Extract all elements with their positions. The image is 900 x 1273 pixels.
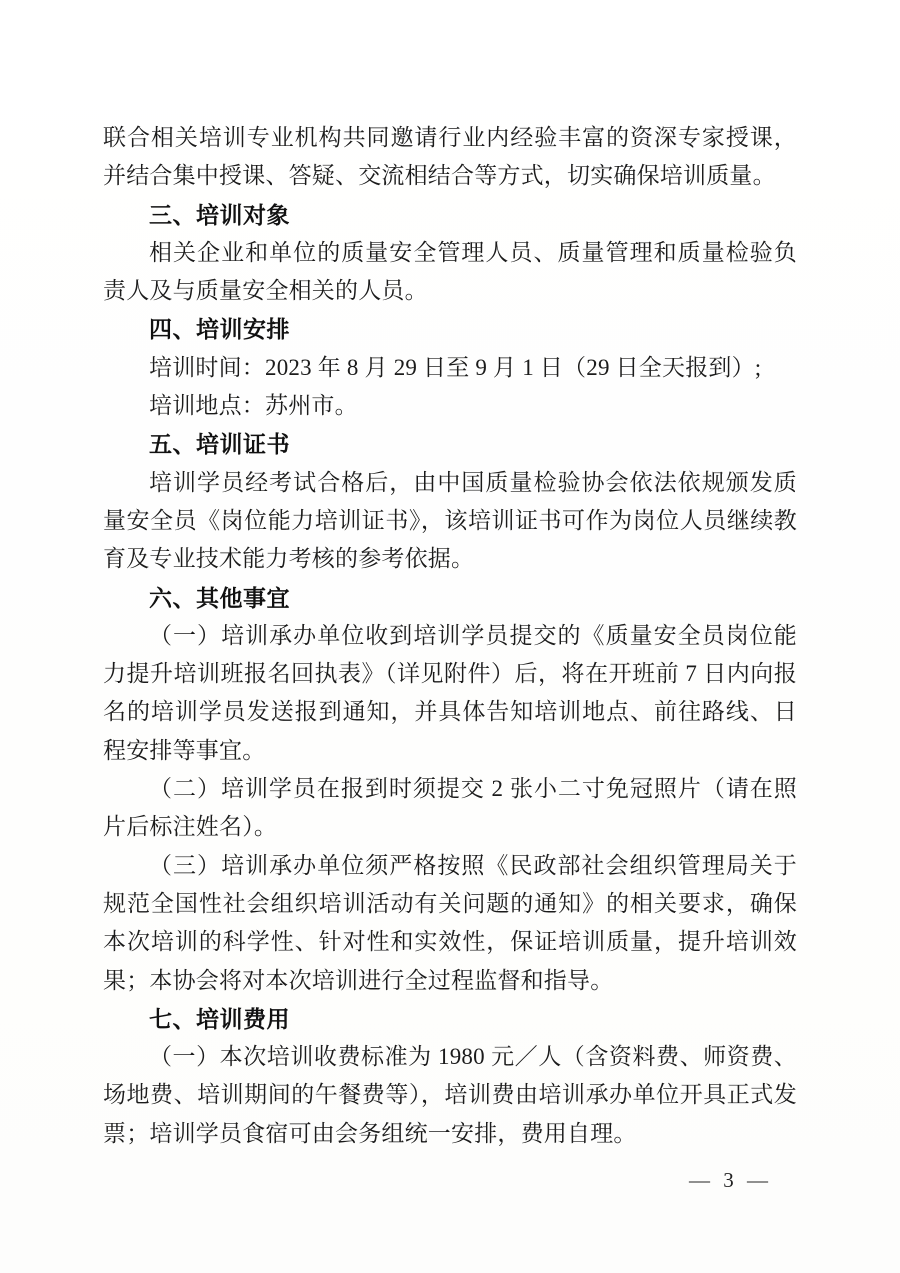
paragraph-item-1: （一）培训承办单位收到培训学员提交的《质量安全员岗位能力提升培训班报名回执表》（详见附件）后，将在开班前 7 日内向报名的培训学员发送报到通知，并具体告知培训地点、前往路线、日程安排等事宜。: [103, 622, 797, 763]
section-heading-training-target: 三、培训对象: [149, 201, 290, 228]
paragraph: 培训学员经考试合格后，由中国质量检验协会依法依规颁发质量安全员《岗位能力培训证书》，该培训证书可作为岗位人员继续教育及专业技术能力考核的参考依据。: [103, 469, 797, 572]
paragraph-fee-item-1: （一）本次培训收费标准为 1980 元／人（含资料费、师资费、场地费、培训期间的午餐费等），培训费由培训承办单位开具正式发票；培训学员食宿可由会务组统一安排，费用自理。: [103, 1044, 797, 1146]
paragraph-continuation: 联合相关培训专业机构共同邀请行业内经验丰富的资深专家授课，并结合集中授课、答疑、交流相结合等方式，切实确保培训质量。: [103, 125, 797, 189]
section-heading-training-fee: 七、培训费用: [149, 1005, 290, 1032]
section-heading-training-schedule: 四、培训安排: [149, 316, 290, 343]
paragraph-training-location: 培训地点：苏州市。: [149, 393, 358, 419]
document-body: [103, 119, 797, 1153]
paragraph-item-3: （三）培训承办单位须严格按照《民政部社会组织管理局关于规范全国性社会组织培训活动有关问题的通知》的相关要求，确保本次培训的科学性、针对性和实效性，保证培训质量，提升培训效果；本协会将对本次培训进行全过程监督和指导。: [103, 852, 797, 993]
paragraph: 相关企业和单位的质量安全管理人员、质量管理和质量检验负责人及与质量安全相关的人员。: [103, 239, 797, 304]
page-number: — 3 —: [689, 1168, 772, 1192]
paragraph-training-time: 培训时间：2023 年 8 月 29 日至 9 月 1 日（29 日全天报到）;: [149, 354, 762, 380]
paragraph-item-2: （二）培训学员在报到时须提交 2 张小二寸免冠照片（请在照片后标注姓名）。: [103, 776, 797, 840]
section-heading-training-certificate: 五、培训证书: [149, 431, 290, 458]
section-heading-other-matters: 六、其他事宜: [149, 584, 290, 611]
